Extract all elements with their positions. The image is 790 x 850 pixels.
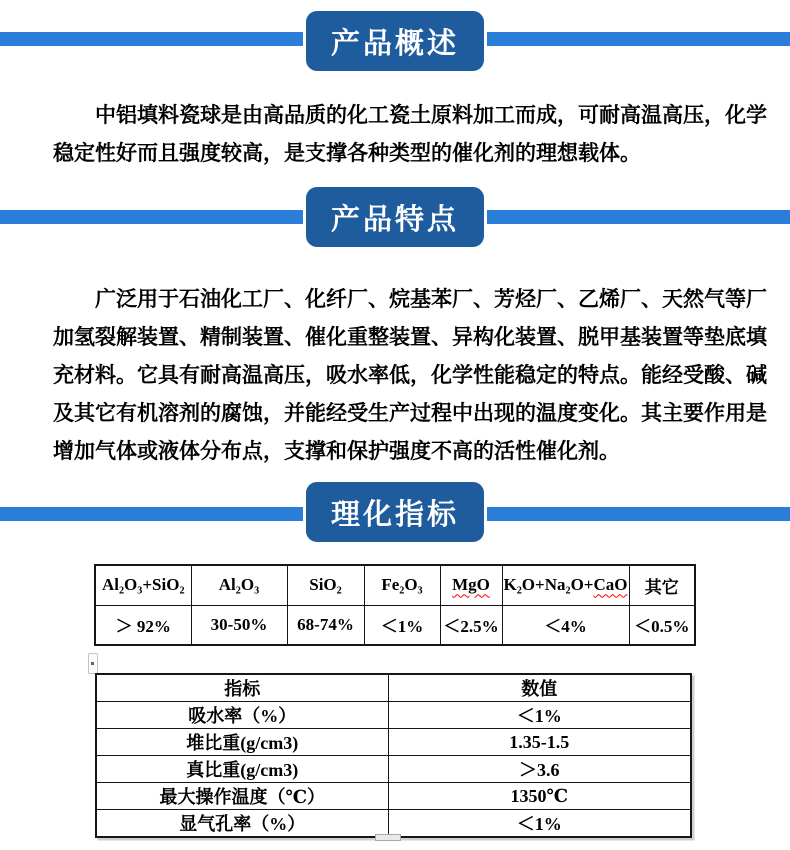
spec-indicator-cell: 真比重(g/cm3) <box>96 756 388 783</box>
chem-formula: Al₂O₃+SiO₂ <box>101 575 185 595</box>
chem-formula: Al₂O₃ <box>218 575 260 595</box>
spec-indicator-cell: 显气孔率（%） <box>96 810 388 838</box>
chem-header-cell <box>191 565 287 605</box>
section-banner-features <box>303 184 487 250</box>
spec-row <box>96 756 691 783</box>
overview-paragraph <box>53 96 767 172</box>
spec-table <box>95 673 692 838</box>
spec-row <box>96 783 691 810</box>
chemical-composition-table <box>94 564 696 646</box>
spellcheck-wavy-text: CaO <box>593 575 628 595</box>
chem-header-cell <box>502 565 629 605</box>
spec-indicator-cell: 堆比重(g/cm3) <box>96 729 388 756</box>
spec-value-cell: ＞3.6 <box>388 756 691 783</box>
chem-header-row <box>95 565 695 605</box>
spec-row <box>96 810 691 838</box>
spec-indicator-cell: 吸水率（%） <box>96 702 388 729</box>
spec-header-cell: 数值 <box>388 674 691 702</box>
chem-value-cell: ＜1% <box>364 605 440 645</box>
chem-formula: Fe₂O₃ <box>381 575 423 595</box>
chem-header-cell <box>287 565 364 605</box>
chem-value-cell: ＞ 92% <box>95 605 191 645</box>
chem-formula: SiO₂ <box>309 575 342 595</box>
chem-values-row <box>95 605 695 645</box>
section-banner-specs <box>303 479 487 545</box>
section-title-overview: 产品概述 <box>330 27 459 60</box>
text-cursor-artifact <box>88 653 98 674</box>
chem-value-cell: ＜2.5% <box>440 605 502 645</box>
paragraph-line: 充材料。它具有耐高温高压，吸水率低，化学性能稳定的特点。能经受酸、碱 <box>53 363 767 387</box>
chem-header-cell <box>364 565 440 605</box>
table-resize-handle[interactable] <box>375 834 401 841</box>
paragraph-line: 加氢裂解装置、精制装置、催化重整装置、异构化装置、脱甲基装置等垫底填 <box>53 325 767 349</box>
features-paragraph <box>53 280 767 470</box>
section-banner-overview <box>303 8 487 74</box>
paragraph-line: 稳定性好而且强度较高，是支撑各种类型的催化剂的理想载体。 <box>53 141 641 165</box>
chem-formula: K₂O+Na₂O+ <box>503 575 594 595</box>
spec-value-cell: 1.35-1.5 <box>388 729 691 756</box>
section-title-specs: 理化指标 <box>330 498 459 531</box>
chem-value-cell: ＜0.5% <box>629 605 695 645</box>
paragraph-line: 中铝填料瓷球是由高品质的化工瓷土原料加工而成，可耐高温高压，化学 <box>95 103 767 127</box>
spec-value-cell: ＜1% <box>388 810 691 838</box>
chem-header-cell <box>440 565 502 605</box>
spellcheck-wavy-text: MgO <box>452 575 490 595</box>
chem-header-cell <box>629 565 695 605</box>
chem-value-cell: 30-50% <box>191 605 287 645</box>
spec-value-cell: ＜1% <box>388 702 691 729</box>
paragraph-line: 增加气体或液体分布点，支撑和保护强度不高的活性催化剂。 <box>53 439 620 463</box>
spec-header-row <box>96 674 691 702</box>
spec-row <box>96 729 691 756</box>
paragraph-line: 及其它有机溶剂的腐蚀，并能经受生产过程中出现的温度变化。其主要作用是 <box>53 401 767 425</box>
chem-formula: 其它 <box>644 577 679 597</box>
chem-value-cell: 68-74% <box>287 605 364 645</box>
spec-indicator-cell: 最大操作温度（℃） <box>96 783 388 810</box>
spec-header-cell: 指标 <box>96 674 388 702</box>
spec-value-cell: 1350℃ <box>388 783 691 810</box>
spec-row <box>96 702 691 729</box>
chem-header-cell <box>95 565 191 605</box>
paragraph-line: 广泛用于石油化工厂、化纤厂、烷基苯厂、芳烃厂、乙烯厂、天然气等厂 <box>95 287 767 311</box>
chem-value-cell: ＜4% <box>502 605 629 645</box>
section-title-features: 产品特点 <box>330 203 459 236</box>
